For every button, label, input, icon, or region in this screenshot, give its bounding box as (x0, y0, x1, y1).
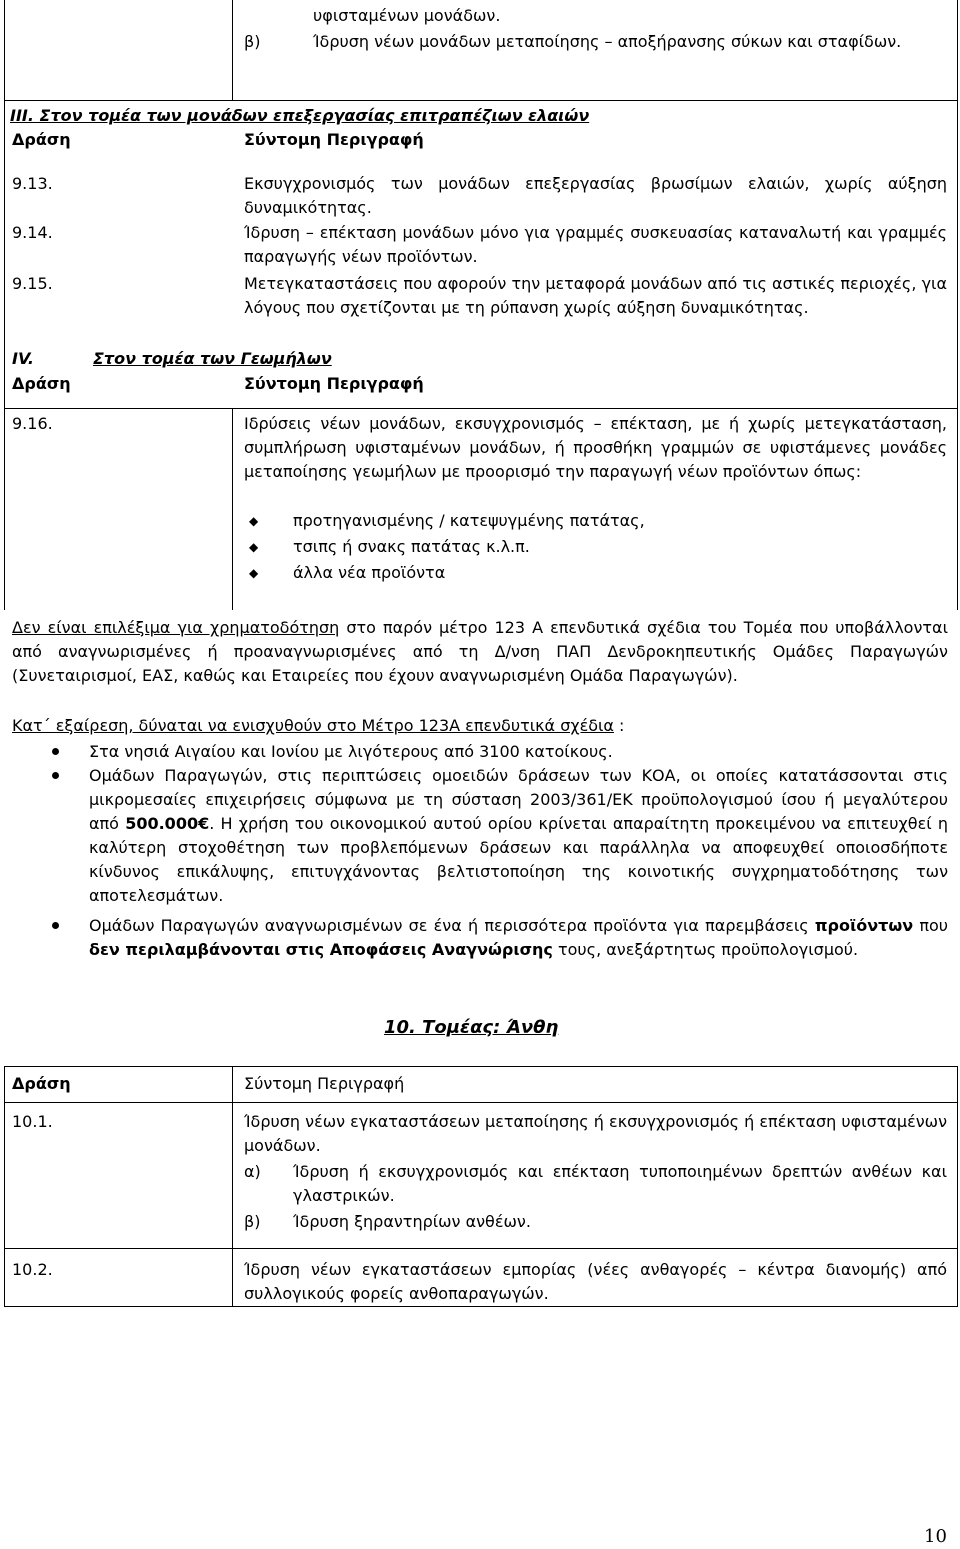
section-heading-olives: ΙΙΙ. Στον τομέα των μονάδων επεξεργασίας επιτραπέζιων ελαιών (10, 106, 590, 125)
action-description: Ιδρύσεις νέων μονάδων, εκσυγχρονισμός – επέκταση, με ή χωρίς μετεγκατάσταση, συμπλήρωση υφισταμένων μονάδων, ή προσθήκη γραμμών σε υφιστάμενες μονάδες μεταποίησης γεωμήλων με προορισμό την παραγωγή νέων προϊόντων όπως: (244, 414, 947, 481)
action-code: 9.14. (12, 223, 53, 242)
bullet-dot-icon (52, 748, 59, 755)
col-header-description: Σύντομη Περιγραφή (244, 130, 424, 149)
col-header-action: Δράση (12, 130, 71, 149)
table-border-right (957, 0, 958, 610)
product-item: τσιπς ή σνακς πατάτας κ.λ.π. (293, 537, 530, 556)
bold-term: προϊόντων (814, 916, 914, 935)
col-header-action: Δράση (12, 1074, 71, 1093)
action-description: Ίδρυση – επέκταση μονάδων μόνο για γραμμές συσκευασίας καταναλωτή και γραμμές παραγωγής νέων προϊόντων. (244, 223, 947, 266)
col-header-action: Δράση (12, 374, 71, 393)
action-description: Ίδρυση νέων εγκαταστάσεων μεταποίησης ή εκσυγχρονισμός ή επέκταση υφισταμένων μονάδων. (244, 1112, 947, 1155)
table-row-divider (4, 1248, 958, 1249)
bullet-dot-icon (52, 772, 59, 779)
exception-item (89, 914, 948, 962)
action-description: Ίδρυση νέων εγκαταστάσεων εμπορίας (νέες ανθαγορές – κέντρα διανομής) από συλλογικούς φορείς ανθοπαραγωγών. (244, 1260, 947, 1303)
exception-colon: : (613, 716, 625, 735)
action-description: Εκσυγχρονισμός των μονάδων επεξεργασίας βρωσίμων ελαιών, χωρίς αύξηση δυναμικότητας. (244, 174, 947, 217)
page-number: 10 (924, 1526, 947, 1547)
action-code: 9.16. (12, 414, 53, 433)
sub-item-text: Ίδρυση ξηραντηρίων ανθέων. (293, 1212, 531, 1231)
bullet-dot-icon (52, 922, 59, 929)
exception-line (12, 714, 948, 738)
exception-item-text: τους, ανεξάρτητως προϋπολογισμού. (552, 940, 859, 959)
sub-item-label: β) (244, 1212, 261, 1231)
action-code: 9.15. (12, 274, 53, 293)
section-number-potatoes: IV. (12, 349, 34, 368)
exception-item (89, 764, 948, 908)
diamond-bullet-icon: ◆ (249, 566, 259, 580)
product-item: προτηγανισμένης / κατεψυγμένης πατάτας, (293, 511, 645, 530)
section-heading-potatoes: Στον τομέα των Γεωμήλων (93, 349, 332, 368)
exception-item-text: . Η χρήση του οικονομικού αυτού ορίου κρίνεται απαραίτητη προκειμένου να επιτευχθεί η καλύτερη στοχοθέτηση των προβλεπόμενων δράσεων και παράλληλα να αποφευχθεί οποιοσδήποτε κίνδυνος επικάλυψης, επιτυγχάνοντας βελτιστοποίηση της κοινοτικής συγχρηματοδότησης των αποτελεσμάτων. (89, 814, 948, 905)
item-b-text: Ίδρυση νέων μονάδων μεταποίησης – αποξήρανσης σύκων και σταφίδων. (313, 32, 902, 51)
exception-item-text: που (913, 916, 949, 935)
action-code: 10.1. (12, 1112, 53, 1131)
product-item: άλλα νέα προϊόντα (293, 563, 446, 582)
section-heading-flowers: 10. Τομέας: Άνθη (384, 1017, 559, 1038)
exception-underlined: Κατ΄ εξαίρεση, δύναται να ενισχυθούν στο Μέτρο 123Α επενδυτικά σχέδια (12, 716, 614, 735)
exception-item-text: Ομάδων Παραγωγών αναγνωρισμένων σε ένα ή περισσότερα προϊόντα για παρεμβάσεις (89, 916, 815, 935)
exception-item-text: Ομάδων Παραγωγών, στις περιπτώσεις ομοειδών δράσεων των ΚΟΑ, οι οποίες κατατάσσονται στις μικρομεσαίες επιχειρήσεις σύμφωνα με τη σύσταση 2003/361/ΕΚ προϋπολογισμού ίσου ή μεγαλύτερου από (89, 766, 948, 833)
diamond-bullet-icon: ◆ (249, 514, 259, 528)
table-border-top (4, 1066, 958, 1067)
action-code: 10.2. (12, 1260, 53, 1279)
item-b-label: β) (244, 32, 261, 51)
bold-term: δεν περιλαμβάνονται στις Αποφάσεις Αναγνώρισης (89, 940, 553, 959)
action-description: Μετεγκαταστάσεις που αφορούν την μεταφορά μονάδων από τις αστικές περιοχές, για λόγους που σχετίζονται με τη ρύπανση χωρίς αύξηση δυναμικότητας. (244, 274, 947, 317)
table-col-divider (232, 0, 233, 100)
budget-threshold: 500.000€ (125, 814, 210, 833)
col-header-description: Σύντομη Περιγραφή (244, 1074, 405, 1093)
table-row-divider (4, 408, 958, 409)
sub-item-label: α) (244, 1162, 261, 1181)
ineligibility-paragraph (12, 616, 948, 688)
table-row-divider (4, 100, 958, 101)
table-col-divider (232, 408, 233, 610)
table-border-bottom (4, 1306, 958, 1307)
exception-item: Στα νησιά Αιγαίου και Ιονίου με λιγότερους από 3100 κατοίκους. (89, 742, 613, 761)
action-code: 9.13. (12, 174, 53, 193)
table-row-divider (4, 1102, 958, 1103)
sub-item-text: Ίδρυση ή εκσυγχρονισμός και επέκταση τυποποιημένων δρεπτών ανθέων και γλαστρικών. (293, 1162, 947, 1205)
col-header-description: Σύντομη Περιγραφή (244, 374, 424, 393)
ineligibility-underlined: Δεν είναι επιλέξιμα για χρηματοδότηση (12, 618, 340, 637)
table-border-left (4, 0, 5, 610)
diamond-bullet-icon: ◆ (249, 540, 259, 554)
continuation-text: υφισταμένων μονάδων. (313, 6, 501, 25)
ineligibility-text: στο παρόν μέτρο 123 Α επενδυτικά σχέδια του Τομέα που υποβάλλονται από αναγνωρισμένες ή προαναγνωρισμένες από τη Δ/νση ΠΑΠ Δενδροκηπευτικής Ομάδες Παραγωγών (Συνεταιρισμοί, ΕΑΣ, καθώς και Εταιρείες που έχουν αναγνωρισμένη Ομάδα Παραγωγών). (12, 618, 948, 685)
